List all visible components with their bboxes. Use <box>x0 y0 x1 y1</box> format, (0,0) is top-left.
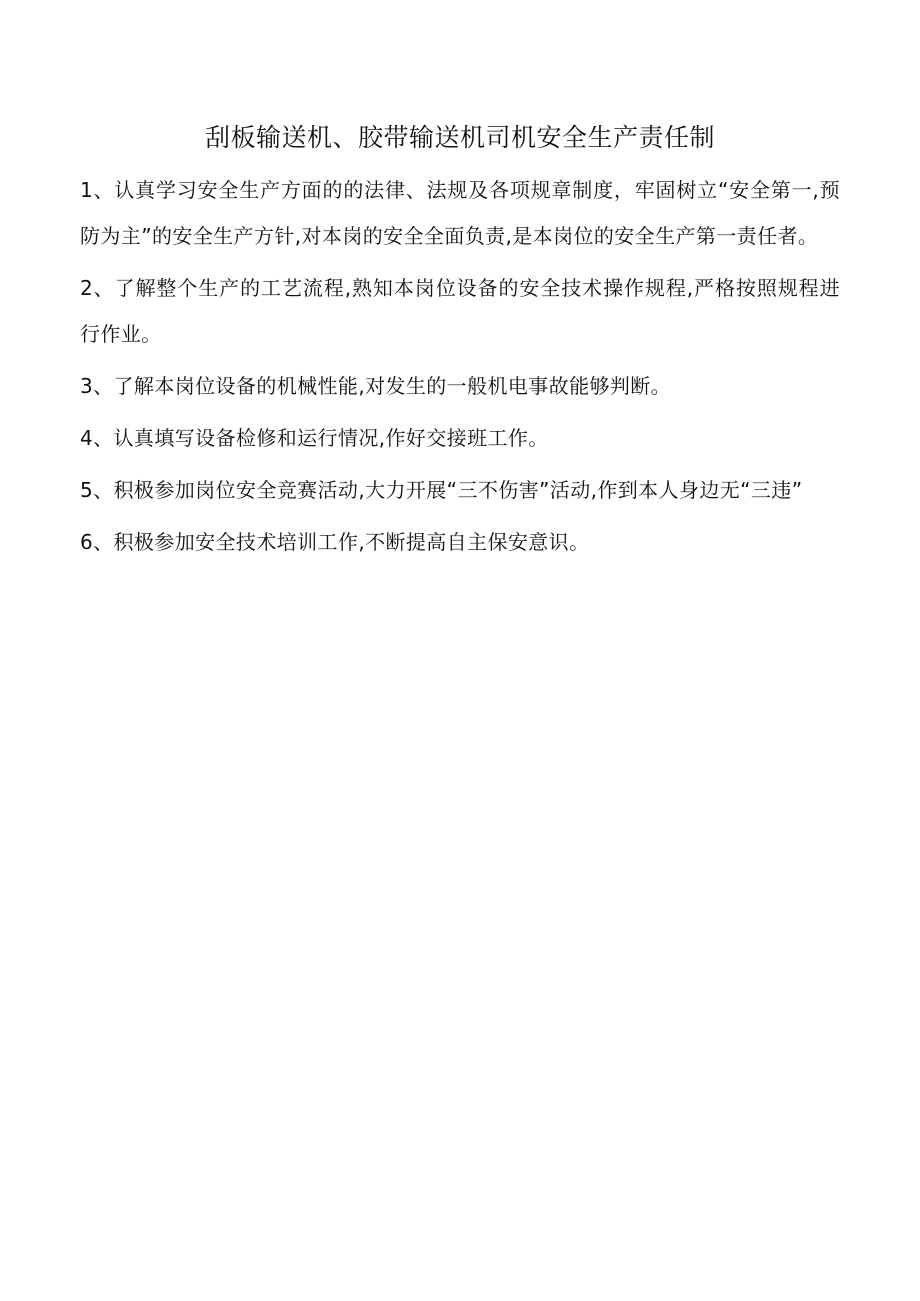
clause-5: 5、积极参加岗位安全竞赛活动,大力开展“三不伤害”活动,作到本人身边无“三违” <box>80 478 803 502</box>
document-title: 刮板输送机、胶带输送机司机安全生产责任制 <box>204 123 715 152</box>
clause-4: 4、认真填写设备检修和运行情况,作好交接班工作。 <box>80 426 549 450</box>
clause-list <box>80 167 840 571</box>
clause-2: 2、了解整个生产的工艺流程,熟知本岗位设备的安全技术操作规程,严格按照规程进行作业。 <box>80 276 840 346</box>
clause-6: 6、积极参加安全技术培训工作,不断提高自主保安意识。 <box>80 530 590 554</box>
clause-3: 3、了解本岗位设备的机械性能,对发生的一般机电事故能够判断。 <box>80 374 672 398</box>
clause-1: 1、认真学习安全生产方面的的法律、法规及各项规章制度，牢固树立“安全第一,预防为主”的安全生产方针,对本岗的安全全面负责,是本岗位的安全生产第一责任者。 <box>80 178 840 248</box>
